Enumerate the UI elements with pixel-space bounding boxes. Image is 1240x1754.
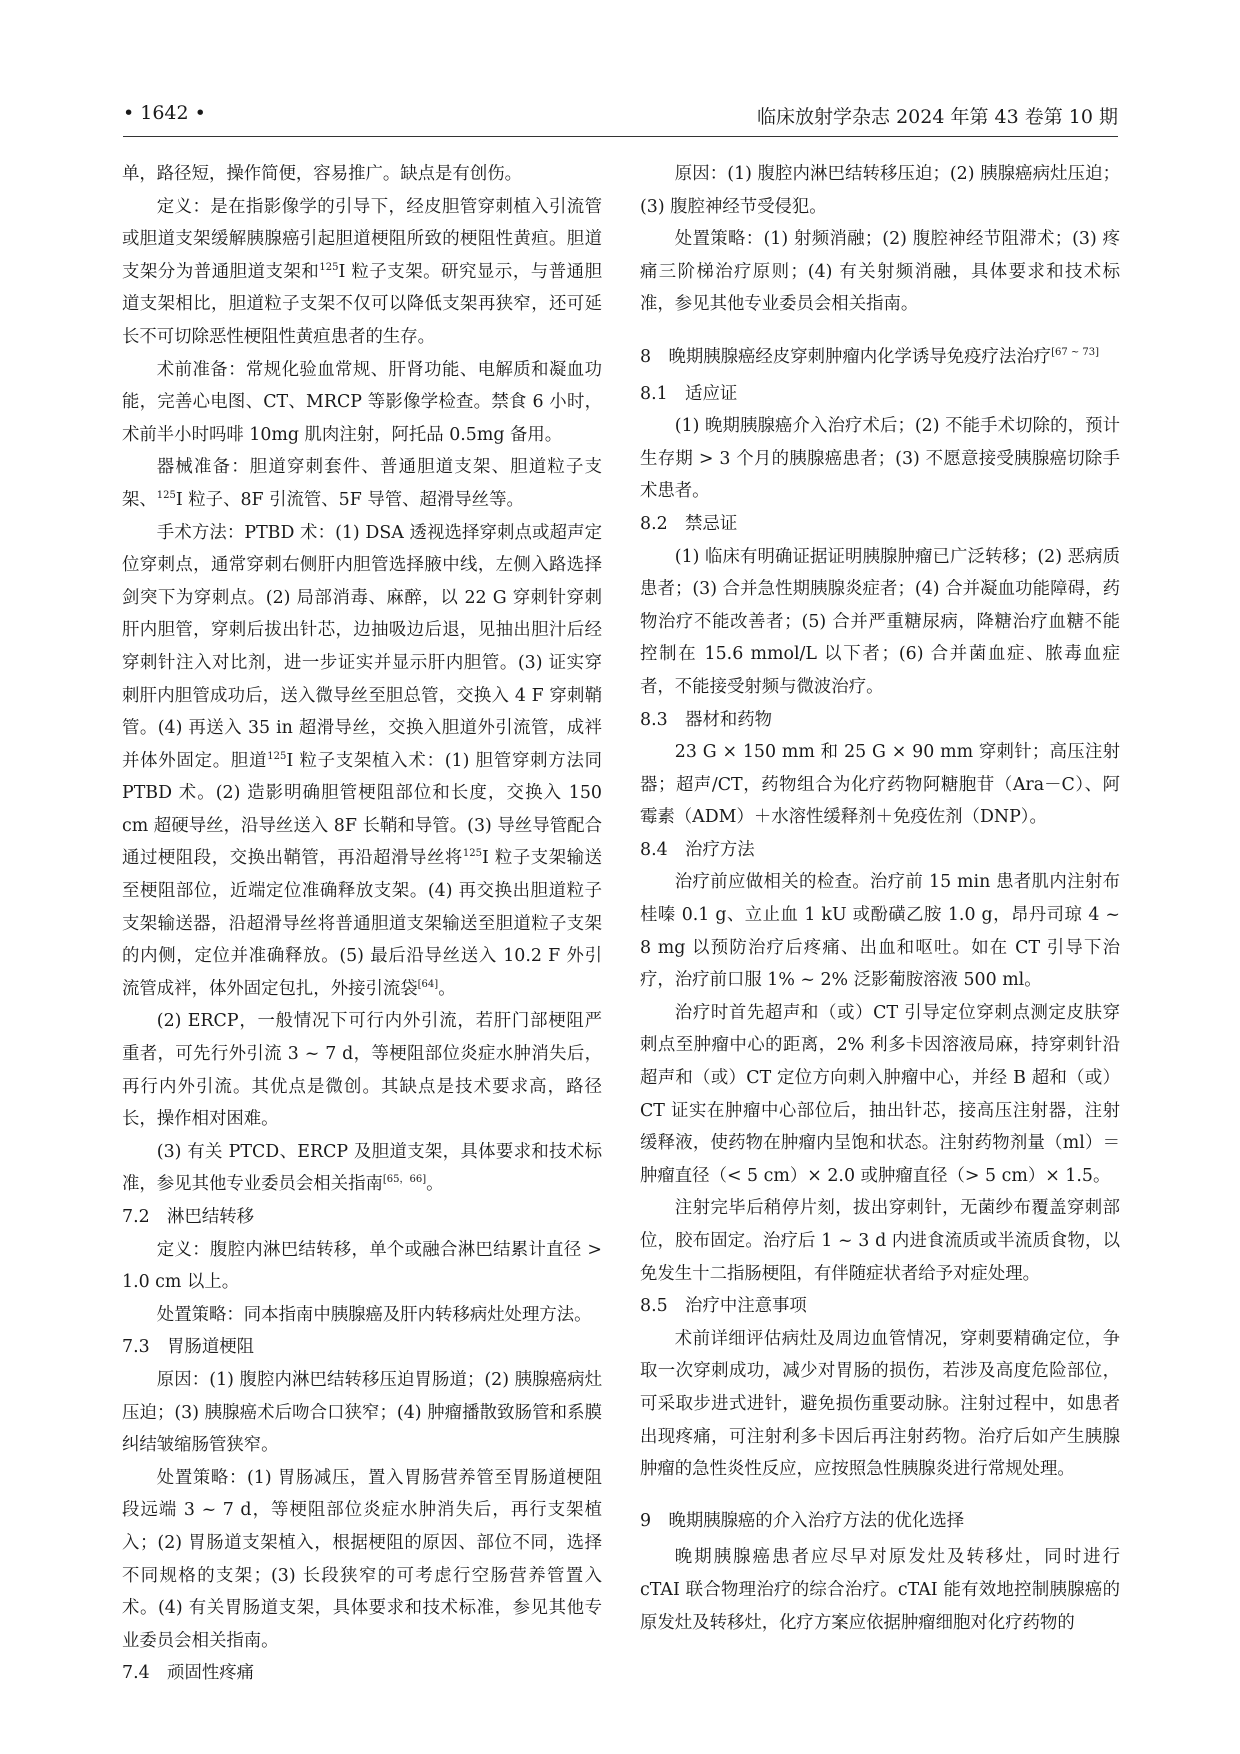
section-heading: 7.3 胃肠道梗阻 (122, 1337, 255, 1358)
paragraph: (3) 有关 PTCD、ERCP 及胆道支架，具体要求和技术标准，参见其他专业委员会相关指南[65，66]。 (122, 1141, 602, 1195)
section-heading: 8.2 禁忌证 (640, 513, 738, 534)
paragraph: (1) 临床有明确证据证明胰腺肿瘤已广泛转移；(2) 恶病质患者；(3) 合并急性期胰腺炎症者；(4) 合并凝血功能障碍，药物治疗不能改善者；(5) 合并严重糖尿病，降糖治疗血糖不能控制在 15.6 mmol/L 以下者；(6) 合并菌血症、脓毒血症者，不能接受射频与微波治疗。 (640, 546, 1120, 697)
section-heading: 8 晚期胰腺癌经皮穿刺肿瘤内化学诱导免疫疗法治疗[67 ~ 73] (640, 346, 1100, 367)
paragraph: (1) 晚期胰腺癌介入治疗术后；(2) 不能手术切除的，预计生存期 > 3 个月的胰腺癌患者；(3) 不愿意接受胰腺癌切除手术患者。 (640, 416, 1120, 502)
section-heading: 7.4 顽固性疼痛 (122, 1663, 255, 1684)
paragraph: 术前准备：常规化验血常规、肝肾功能、电解质和凝血功能，完善心电图、CT、MRCP 等影像学检查。禁食 6 小时，术前半小时吗啡 10mg 肌肉注射，阿托品 0.5mg 备用。 (122, 359, 602, 445)
paragraph: 定义：腹腔内淋巴结转移，单个或融合淋巴结累计直径 > 1.0 cm 以上。 (122, 1239, 602, 1293)
paragraph: 手术方法：PTBD 术：(1) DSA 透视选择穿刺点或超声定位穿刺点，通常穿刺右侧肝内胆管选择腋中线，左侧入路选择剑突下为穿刺点。(2) 局部消毒、麻醉，以 22 G 穿刺针穿刺肝内胆管，穿刺后拔出针芯，边抽吸边后退，见抽出胆汁后经穿刺针注入对比剂，进一步证实并显示肝内胆管。(3) 证实穿刺肝内胆管成功后，送入微导丝至胆总管，交换入 4 F 穿刺鞘管。(4) 再送入 35 in 超滑导丝，交换入胆道外引流管，成袢并体外固定。胆道$^{125}$I 粒子支架植入术：(1) 胆管穿刺方法同 PTBD 术。(2) 造影明确胆管梗阻部位和长度，交换入 150 cm 超硬导丝，沿导丝送入 8F 长鞘和导管。(3) 导丝导管配合通过梗阻段，交换出鞘管，再沿超滑导丝将$^{125}$I 粒子支架输送至梗阻部位，近端定位准确释放支架。(4) 再交换出胆道粒子支架输送器，沿超滑导丝将普通胆道支架输送至胆道粒子支架的内侧，定位并准确释放。(5) 最后沿导丝送入 10.2 F 外引流管成袢，体外固定包扎，外接引流袋[64]。 (122, 522, 602, 999)
paragraph: 处置策略：同本指南中胰腺癌及肝内转移病灶处理方法。 (156, 1304, 592, 1325)
page-number: • 1642 • (123, 102, 206, 124)
paragraph: 单，路径短，操作简便，容易推广。缺点是有创伤。 (122, 164, 522, 184)
section-heading: 9 晚期胰腺癌的介入治疗方法的优化选择 (640, 1510, 965, 1531)
paragraph: 治疗时首先超声和（或）CT 引导定位穿刺点测定皮肤穿刺点至肿瘤中心的距离，2% 利多卡因溶液局麻，持穿刺针沿超声和（或）CT 定位方向刺入肿瘤中心，并经 B 超和（或）CT 证实在肿瘤中心部位后，抽出针芯，接高压注射器，注射缓释液，使药物在肿瘤内呈饱和状态。注射药物剂量（ml）＝肿瘤直径（< 5 cm）× 2.0 或肿瘤直径（> 5 cm）× 1.5。 (640, 1002, 1120, 1186)
paragraph: 术前详细评估病灶及周边血管情况，穿刺要精确定位，争取一次穿刺成功，减少对胃肠的损伤，若涉及高度危险部位，可采取步进式进针，避免损伤重要动脉。注射过程中，如患者出现疼痛，可注射利多卡因后再注射药物。治疗后如产生胰腺肿瘤的急性炎性反应，应按照急性胰腺炎进行常规处理。 (640, 1328, 1120, 1480)
paragraph: 原因：(1) 腹腔内淋巴结转移压迫胃肠道；(2) 胰腺癌病灶压迫；(3) 胰腺癌术后吻合口狭窄；(4) 肿瘤播散致肠管和系膜纠结皱缩肠管狭窄。 (122, 1369, 602, 1456)
header-rule (123, 136, 1118, 137)
journal-title: 临床放射学杂志 2024 年第 43 卷第 10 期 (757, 106, 1118, 128)
paragraph: 处置策略：(1) 胃肠减压，置入胃肠营养管至胃肠道梗阻段远端 3 ~ 7 d，等梗阻部位炎症水肿消失后，再行支架植入；(2) 胃肠道支架植入，根据梗阻的原因、部位不同，选择不同规格的支架；(3) 长段狭窄的可考虑行空肠营养管置入术。(4) 有关胃肠道支架，具体要求和技术标准，参见其他专业委员会相关指南。 (122, 1467, 602, 1651)
paragraph: 注射完毕后稍停片刻，拔出穿刺针，无菌纱布覆盖穿刺部位，胶布固定。治疗后 1 ~ 3 d 内进食流质或半流质食物，以免发生十二指肠梗阻，有伴随症状者给予对症处理。 (640, 1198, 1120, 1284)
section-heading: 8.5 治疗中注意事项 (640, 1296, 807, 1317)
section-heading: 7.2 淋巴结转移 (122, 1207, 255, 1227)
paragraph: 晚期胰腺癌患者应尽早对原发灶及转移灶，同时进行 cTAI 联合物理治疗的综合治疗。cTAI 能有效地控制胰腺癌的原发灶及转移灶，化疗方案应依据肿瘤细胞对化疗药物的 (640, 1547, 1120, 1633)
section-heading: 8.3 器材和药物 (640, 709, 773, 730)
left-column (122, 158, 602, 1690)
page-header (123, 102, 1118, 132)
section-heading: 8.4 治疗方法 (640, 839, 755, 860)
paragraph: 处置策略：(1) 射频消融；(2) 腹腔神经节阻滞术；(3) 疼痛三阶梯治疗原则；(4) 有关射频消融，具体要求和技术标准，参见其他专业委员会相关指南。 (640, 229, 1120, 315)
right-column (640, 158, 1120, 1639)
section-heading: 8.1 适应证 (640, 383, 738, 404)
paragraph: (2) ERCP，一般情况下可行内外引流，若肝门部梗阻严重者，可先行外引流 3 ~ 7 d，等梗阻部位炎症水肿消失后，再行内外引流。其优点是微创。其缺点是技术要求高，路径长，操作相对困难。 (122, 1011, 602, 1130)
paragraph: 器械准备：胆道穿刺套件、普通胆道支架、胆道粒子支架、$^{125}$I 粒子、8F 引流管、5F 导管、超滑导丝等。 (122, 457, 602, 510)
paragraph: 23 G × 150 mm 和 25 G × 90 mm 穿刺针；高压注射器；超声/CT，药物组合为化疗药物阿糖胞苷（Ara－C）、阿霉素（ADM）＋水溶性缓释剂＋免疫佐剂（DNP）。 (640, 742, 1120, 828)
paragraph: 定义：是在指影像学的引导下，经皮胆管穿刺植入引流管或胆道支架缓解胰腺癌引起胆道梗阻所致的梗阻性黄疸。胆道支架分为普通胆道支架和$^{125}$I 粒子支架。研究显示，与普通胆道支架相比，胆道粒子支架不仅可以降低支架再狭窄，还可延长不可切除恶性梗阻性黄疸患者的生存。 (122, 196, 602, 347)
paragraph: 治疗前应做相关的检查。治疗前 15 min 患者肌内注射布桂嗪 0.1 g、立止血 1 kU 或酚磺乙胺 1.0 g，昂丹司琼 4 ~ 8 mg 以预防治疗后疼痛、出血和呕吐。如在 CT 引导下治疗，治疗前口服 1% ~ 2% 泛影葡胺溶液 500 ml。 (640, 872, 1120, 991)
paragraph: 原因：(1) 腹腔内淋巴结转移压迫；(2) 胰腺癌病灶压迫；(3) 腹腔神经节受侵犯。 (640, 164, 1120, 217)
